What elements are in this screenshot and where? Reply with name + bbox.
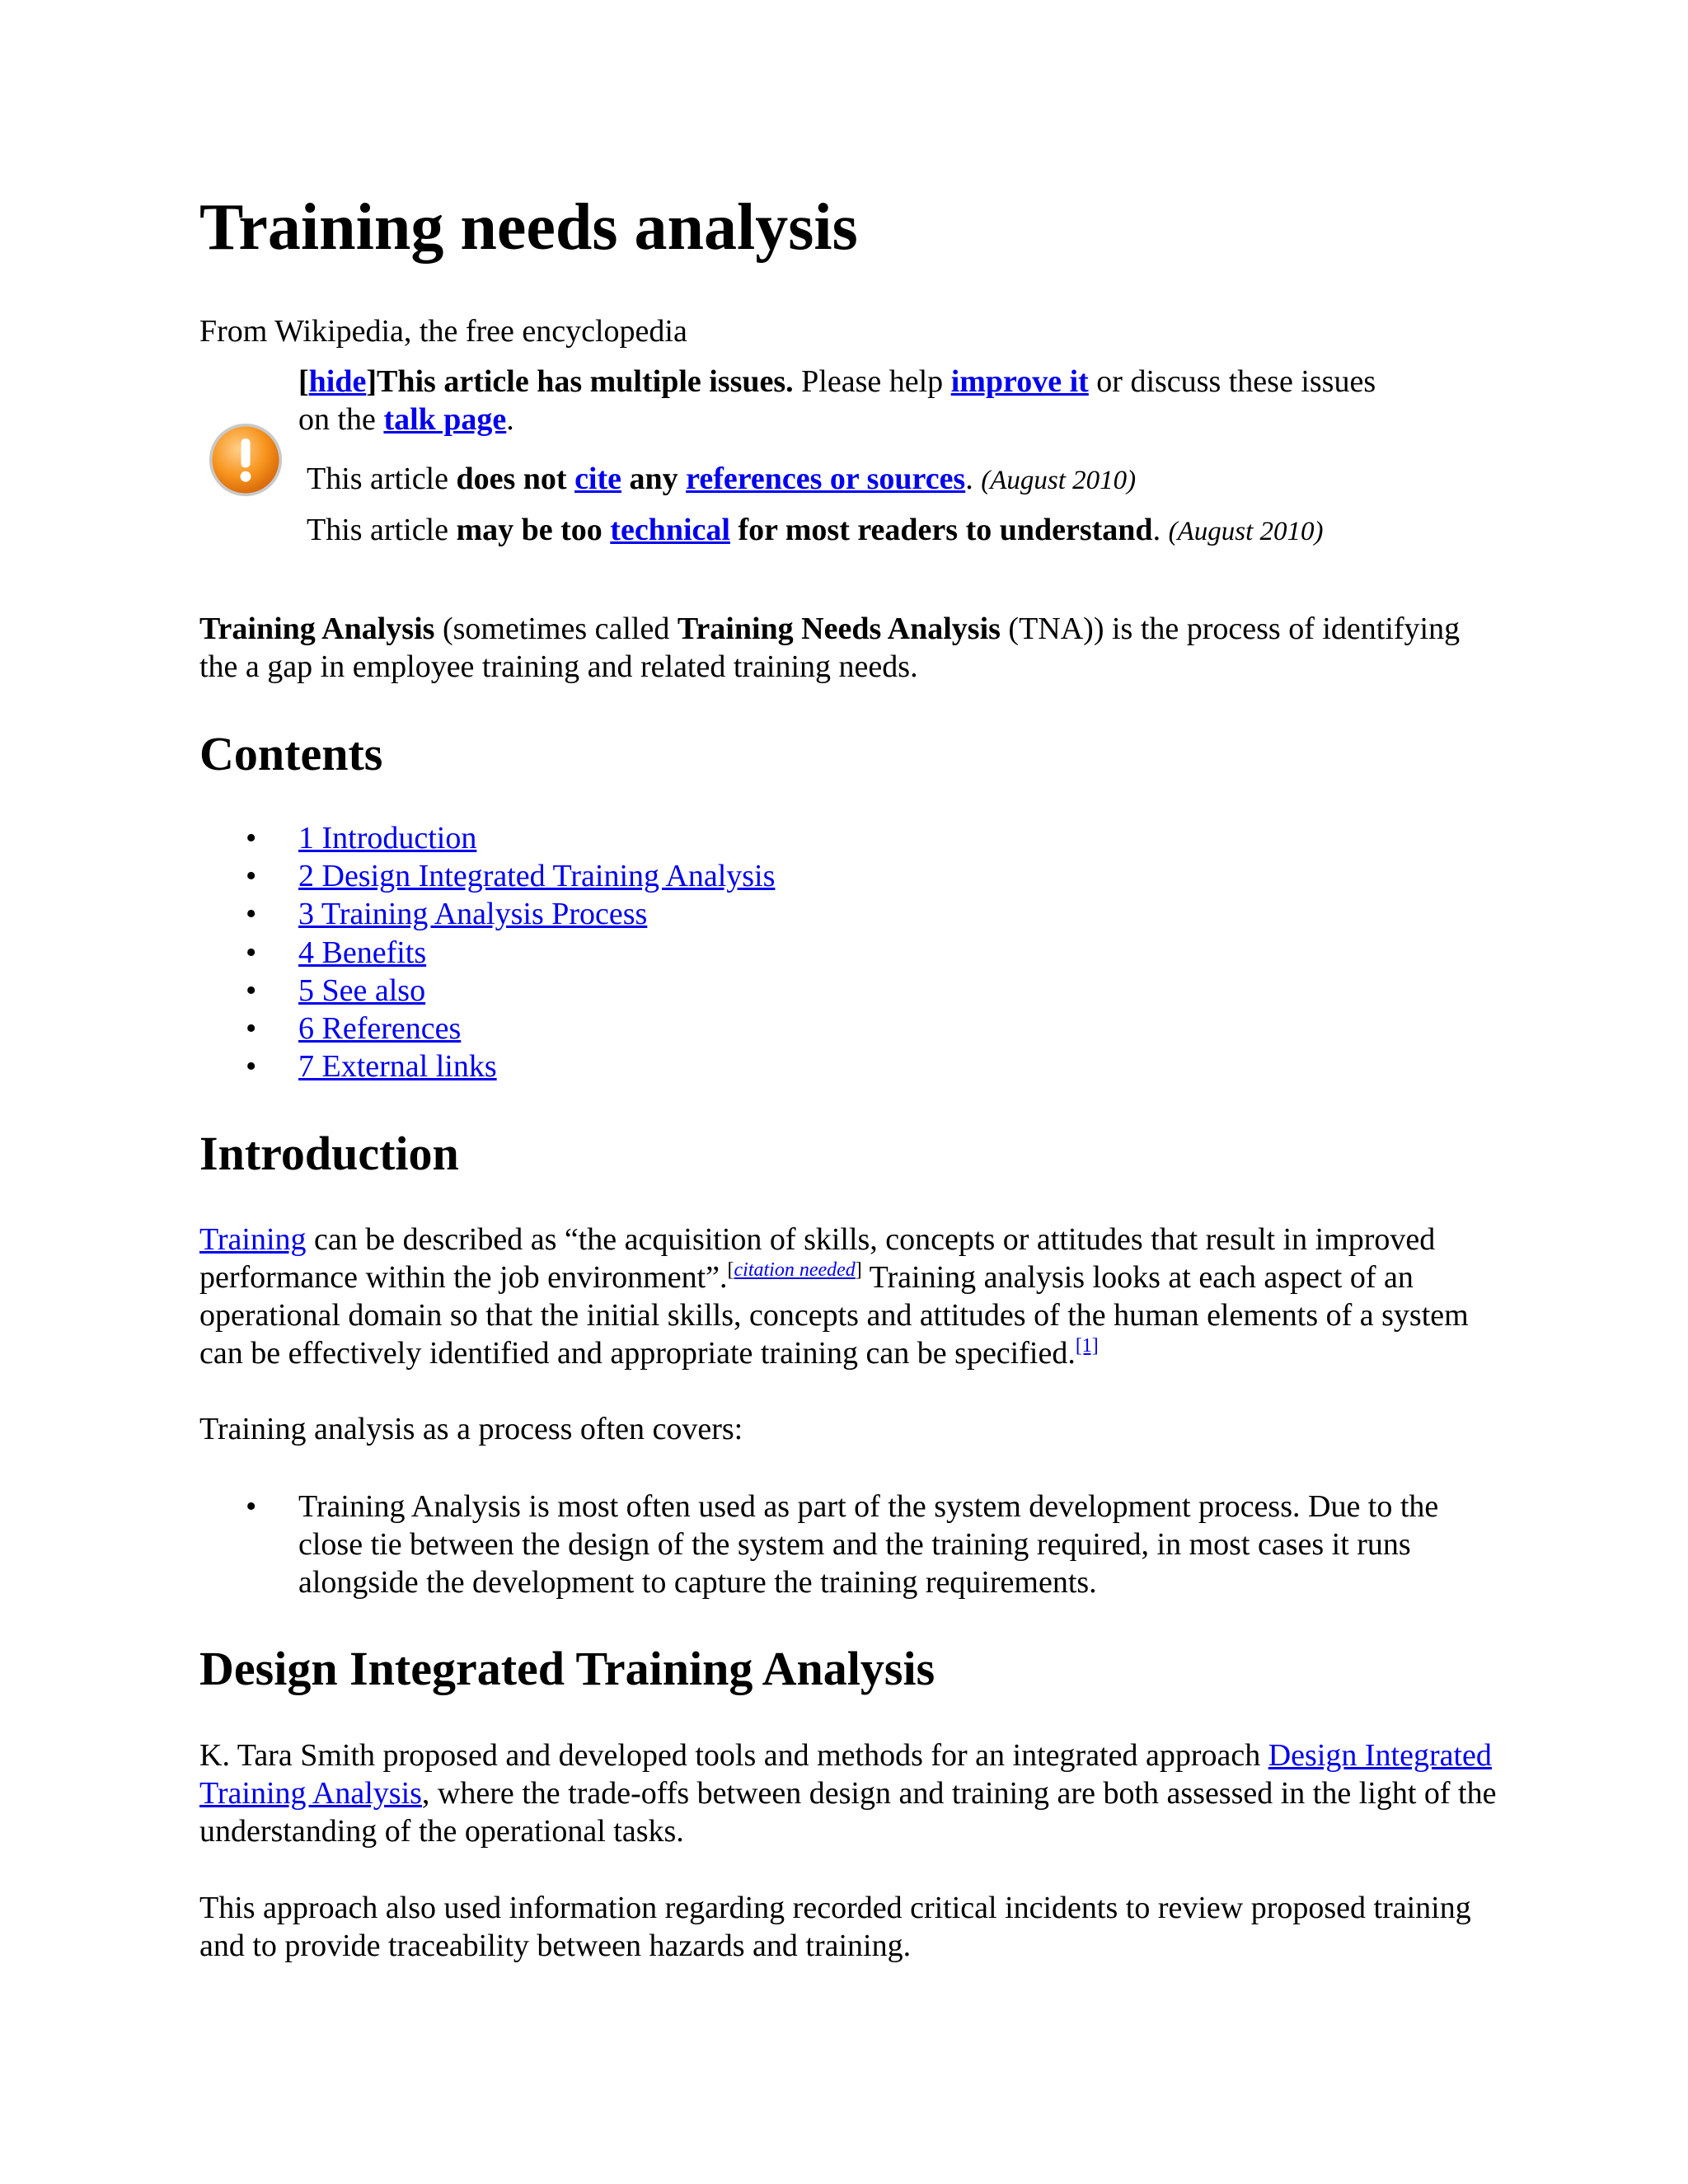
paragraph-text: Training analysis looks at each aspect of an operational domain so that the initial skills, concepts and attitudes of the human elements of a system can be effectively identified and appropriate training can be specified.	[199, 1260, 1469, 1371]
issues-text: Please help	[793, 364, 951, 399]
design-integrated-training-analysis-link[interactable]: Design Integrated Training Analysis	[199, 1738, 1492, 1811]
toc-link-introduction[interactable]: 1 Introduction	[298, 821, 477, 855]
toc-item	[199, 857, 775, 895]
issues-text: .	[506, 402, 514, 437]
issue-unreferenced	[307, 460, 1136, 499]
toc-item	[199, 934, 775, 972]
bracket-close: ]	[366, 364, 377, 399]
issue-text	[567, 462, 575, 496]
issue-bold: does not	[456, 462, 567, 496]
toc-link-see-also[interactable]: 5 See also	[298, 972, 426, 1008]
bracket-open: [	[298, 364, 309, 399]
talk-page-link[interactable]: talk page	[383, 402, 507, 437]
issue-date: (August 2010)	[981, 466, 1137, 495]
issues-text: or discuss these issues on the	[298, 364, 1376, 437]
lead-bold: Training Needs Analysis	[677, 612, 1001, 646]
citation-needed-link[interactable]: citation needed	[734, 1259, 856, 1281]
issue-text: .	[1152, 513, 1169, 547]
paragraph-text: , where the trade-offs between design and training are both assessed in the light of the understanding of the operational tasks.	[199, 1776, 1497, 1849]
issue-date: (August 2010)	[1168, 517, 1324, 546]
design-paragraph	[199, 1736, 1502, 1850]
page-title: Training needs analysis	[199, 191, 858, 264]
paragraph-text: K. Tara Smith proposed and developed tools and methods for an integrated approach	[199, 1738, 1268, 1773]
cite-link[interactable]: cite	[574, 462, 622, 496]
toc-item	[199, 895, 775, 933]
issue-bold: any	[621, 462, 687, 496]
issue-technical	[307, 511, 1323, 551]
design-heading: Design Integrated Training Analysis	[199, 1642, 935, 1695]
issue-text: .	[965, 462, 982, 496]
paragraph-text: can be described as “the acquisition of skills, concepts or attitudes that result in improved performance within the job environment”.	[199, 1222, 1436, 1295]
issue-bold: may be too	[456, 513, 611, 547]
citation-bracket: ]	[855, 1259, 862, 1281]
hide-link[interactable]: hide	[308, 364, 367, 399]
toc-link-benefits[interactable]: 4 Benefits	[298, 935, 427, 970]
training-link[interactable]: Training	[199, 1222, 307, 1257]
list-item: • Training Analysis is most often used as part of the system development process. Due to the close tie between the design of the system and the training required, in most cases it runs alongside the development to capture the training requirements.	[199, 1488, 1502, 1601]
issues-heading: This article has multiple issues.	[377, 364, 794, 399]
toc-item	[199, 972, 775, 1010]
issues-header	[298, 363, 1403, 438]
process-list	[199, 1488, 1502, 1601]
toc-item	[199, 1047, 775, 1085]
toc-item	[199, 1010, 775, 1047]
citation-needed	[728, 1259, 862, 1281]
site-tagline: From Wikipedia, the free encyclopedia	[199, 314, 687, 349]
toc-link-training-analysis-process[interactable]: 3 Training Analysis Process	[298, 897, 648, 932]
references-or-sources-link[interactable]: references or sources	[686, 462, 966, 496]
technical-link[interactable]: technical	[610, 513, 730, 547]
toc-link-references[interactable]: 6 References	[298, 1011, 462, 1047]
design-paragraph-2: This approach also used information regarding recorded critical incidents to review proposed training and to provide traceability between hazards and training.	[199, 1891, 1471, 1963]
issue-text: This article	[307, 513, 457, 547]
issue-bold: for most readers to understand	[729, 513, 1153, 547]
introduction-paragraph-2: Training analysis as a process often covers:	[199, 1412, 743, 1446]
lead-bold: Training Analysis	[199, 612, 435, 646]
lead-paragraph	[199, 610, 1485, 686]
toc-link-external-links[interactable]: 7 External links	[298, 1049, 497, 1085]
toc-link-design-integrated-training-analysis[interactable]: 2 Design Integrated Training Analysis	[298, 859, 776, 894]
warning-icon	[208, 422, 284, 498]
lead-text: (sometimes called	[434, 612, 678, 646]
introduction-paragraph	[199, 1221, 1502, 1372]
improve-link[interactable]: improve it	[950, 364, 1089, 399]
citation-bracket: [	[727, 1259, 734, 1281]
lead-text: (TNA)) is the process of identifying the a gap in employee training and related training needs.	[199, 612, 1461, 684]
introduction-heading: Introduction	[199, 1127, 459, 1180]
reference-1-link[interactable]: [1]	[1075, 1335, 1099, 1357]
toc-item	[199, 819, 775, 857]
issue-text: This article	[307, 462, 457, 496]
table-of-contents	[199, 819, 775, 1085]
contents-heading: Contents	[199, 727, 383, 780]
